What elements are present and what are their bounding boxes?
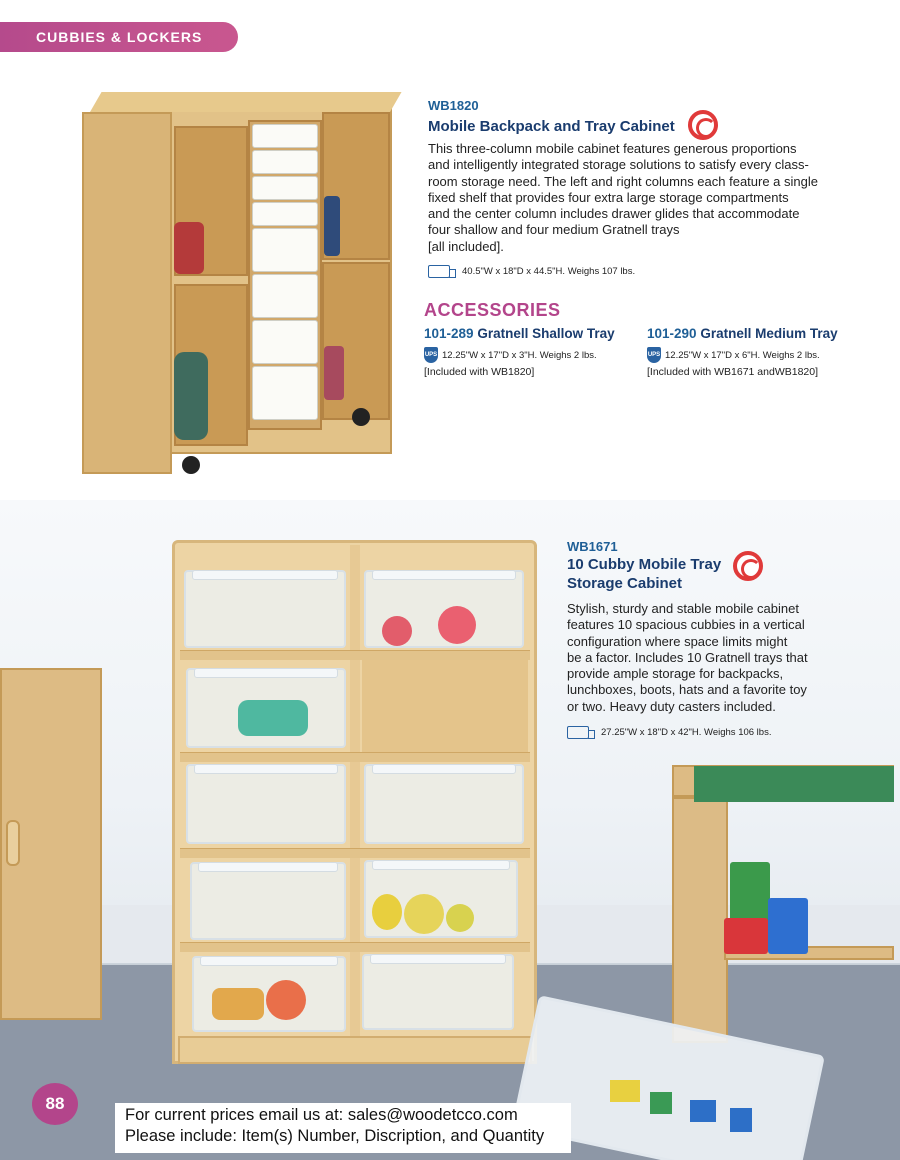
ups-shield-icon: UPS	[424, 347, 438, 363]
caster	[352, 408, 370, 426]
gratnell-tray	[190, 862, 346, 940]
product1-sku: WB1820	[428, 98, 479, 113]
contact-email-line: For current prices email us at: sales@woodetcco.com	[125, 1106, 518, 1124]
product1-description-line: and intelligently integrated storage solutions to satisfy every class-	[428, 157, 809, 173]
accessories-heading: ACCESSORIES	[424, 300, 561, 320]
pink-backpack	[324, 346, 344, 400]
accessory2-code: 101-290	[647, 326, 697, 341]
shallow-tray	[252, 124, 318, 148]
toy-block	[730, 862, 770, 922]
product2-title-line: Storage Cabinet	[567, 575, 683, 592]
product2-description	[567, 601, 867, 715]
product2-description-line: lunchboxes, boots, hats and a favorite toy	[567, 682, 807, 698]
product2-description-line: configuration where space limits might	[567, 633, 788, 649]
section-label: CUBBIES & LOCKERS	[36, 29, 203, 45]
medium-tray	[252, 274, 318, 318]
gratnell-tray	[184, 570, 346, 648]
accessory1-spec-text: 12.25"W x 17"D x 3"H. Weighs 2 lbs.	[442, 349, 597, 361]
cabinet2-divider	[350, 545, 360, 1039]
ups-shield-icon: UPS	[647, 347, 661, 363]
toy-block	[610, 1080, 640, 1102]
product1-spec	[428, 265, 635, 278]
toy-ball	[446, 904, 474, 932]
accessory2-spec-text: 12.25"W x 17"D x 6"H. Weighs 2 lbs.	[665, 349, 820, 361]
toy-item	[212, 988, 264, 1020]
toy-ball	[404, 894, 444, 934]
medium-tray	[252, 228, 318, 272]
toy-ball	[438, 606, 476, 644]
gratnell-tray	[362, 954, 514, 1030]
product1-description	[428, 141, 858, 255]
cabinet1-side-panel	[82, 112, 172, 474]
product1-description-line: fixed shelf that provides four extra large storage compartments	[428, 189, 789, 205]
toy-ball	[266, 980, 306, 1020]
cabinet1-top	[90, 92, 402, 112]
page-number: 88	[32, 1083, 78, 1125]
medium-tray	[252, 366, 318, 420]
product2-description-line: provide ample storage for backpacks,	[567, 666, 784, 682]
red-backpack	[174, 222, 204, 274]
cabinet-handle	[6, 820, 20, 866]
truck-icon	[567, 726, 589, 739]
gratnell-tray	[186, 764, 346, 844]
product1-description-line: and the center column includes drawer glides that accommodate	[428, 206, 800, 222]
product2-description-line: or two. Heavy duty casters included.	[567, 698, 776, 714]
toy-block	[730, 1108, 752, 1132]
product1-spec-text: 40.5"W x 18"D x 44.5"H. Weighs 107 lbs.	[462, 266, 636, 277]
accessory1-code: 101-289	[424, 326, 474, 341]
toy-ball	[372, 894, 402, 930]
product2-spec-text: 27.25"W x 18"D x 42"H. Weighs 106 lbs.	[601, 727, 772, 738]
section-tab	[0, 22, 238, 52]
cabinet2-shelf	[180, 752, 530, 762]
product2-description-line: Stylish, sturdy and stable mobile cabinet	[567, 601, 799, 616]
accessory2-spec	[647, 347, 820, 363]
product1-description-line: This three-column mobile cabinet features generous proportions	[428, 141, 797, 156]
contact-instructions-line: Please include: Item(s) Number, Discription, and Quantity	[125, 1127, 545, 1145]
toy-block	[650, 1092, 672, 1114]
product2-sku: WB1671	[567, 539, 618, 554]
product1-title: Mobile Backpack and Tray Cabinet	[428, 118, 675, 135]
product2-spec	[567, 726, 771, 739]
cabinet2-shelf	[180, 942, 530, 952]
toy-ball	[382, 616, 412, 646]
product2-description-line: be a factor. Includes 10 Gratnell trays that	[567, 649, 808, 665]
toy-block	[724, 918, 768, 954]
gratnell-tray	[364, 764, 524, 844]
shallow-tray	[252, 150, 318, 174]
blue-backpack	[324, 196, 340, 256]
truck-icon	[428, 265, 450, 278]
accessory1-title	[424, 326, 615, 341]
product2-title	[567, 555, 721, 593]
accessory1-note: [Included with WB1820]	[424, 366, 535, 378]
cabinet2-base	[178, 1036, 532, 1064]
brand-swirl-icon	[733, 551, 763, 581]
toy-block	[690, 1100, 716, 1122]
product2-title-line: 10 Cubby Mobile Tray	[567, 556, 722, 573]
empty-cubby	[362, 660, 528, 752]
contact-box	[115, 1103, 571, 1153]
caster	[182, 456, 200, 474]
product1-description-line: four shallow and four medium Gratnell trays	[428, 222, 680, 238]
toy-block	[768, 898, 808, 954]
accessory1-name: Gratnell Shallow Tray	[477, 326, 615, 341]
cabinet2-shelf	[180, 848, 530, 858]
accessory2-name: Gratnell Medium Tray	[700, 326, 838, 341]
green-backpack	[174, 352, 208, 440]
brand-swirl-icon	[688, 110, 718, 140]
shallow-tray	[252, 202, 318, 226]
accessory2-note: [Included with WB1671 andWB1820]	[647, 366, 819, 378]
accessory2-title	[647, 326, 838, 341]
cabinet2-shelf	[180, 650, 530, 660]
medium-tray	[252, 320, 318, 364]
play-table-side	[672, 797, 728, 1043]
product1-description-line: room storage need. The left and right columns each feature a single	[428, 173, 818, 189]
toy-item	[238, 700, 308, 736]
shallow-tray	[252, 176, 318, 200]
product2-description-line: features 10 spacious cubbies in a vertical	[567, 617, 805, 633]
product1-description-line: [all included].	[428, 238, 504, 254]
accessory1-spec	[424, 347, 597, 363]
building-baseplate	[694, 766, 894, 802]
